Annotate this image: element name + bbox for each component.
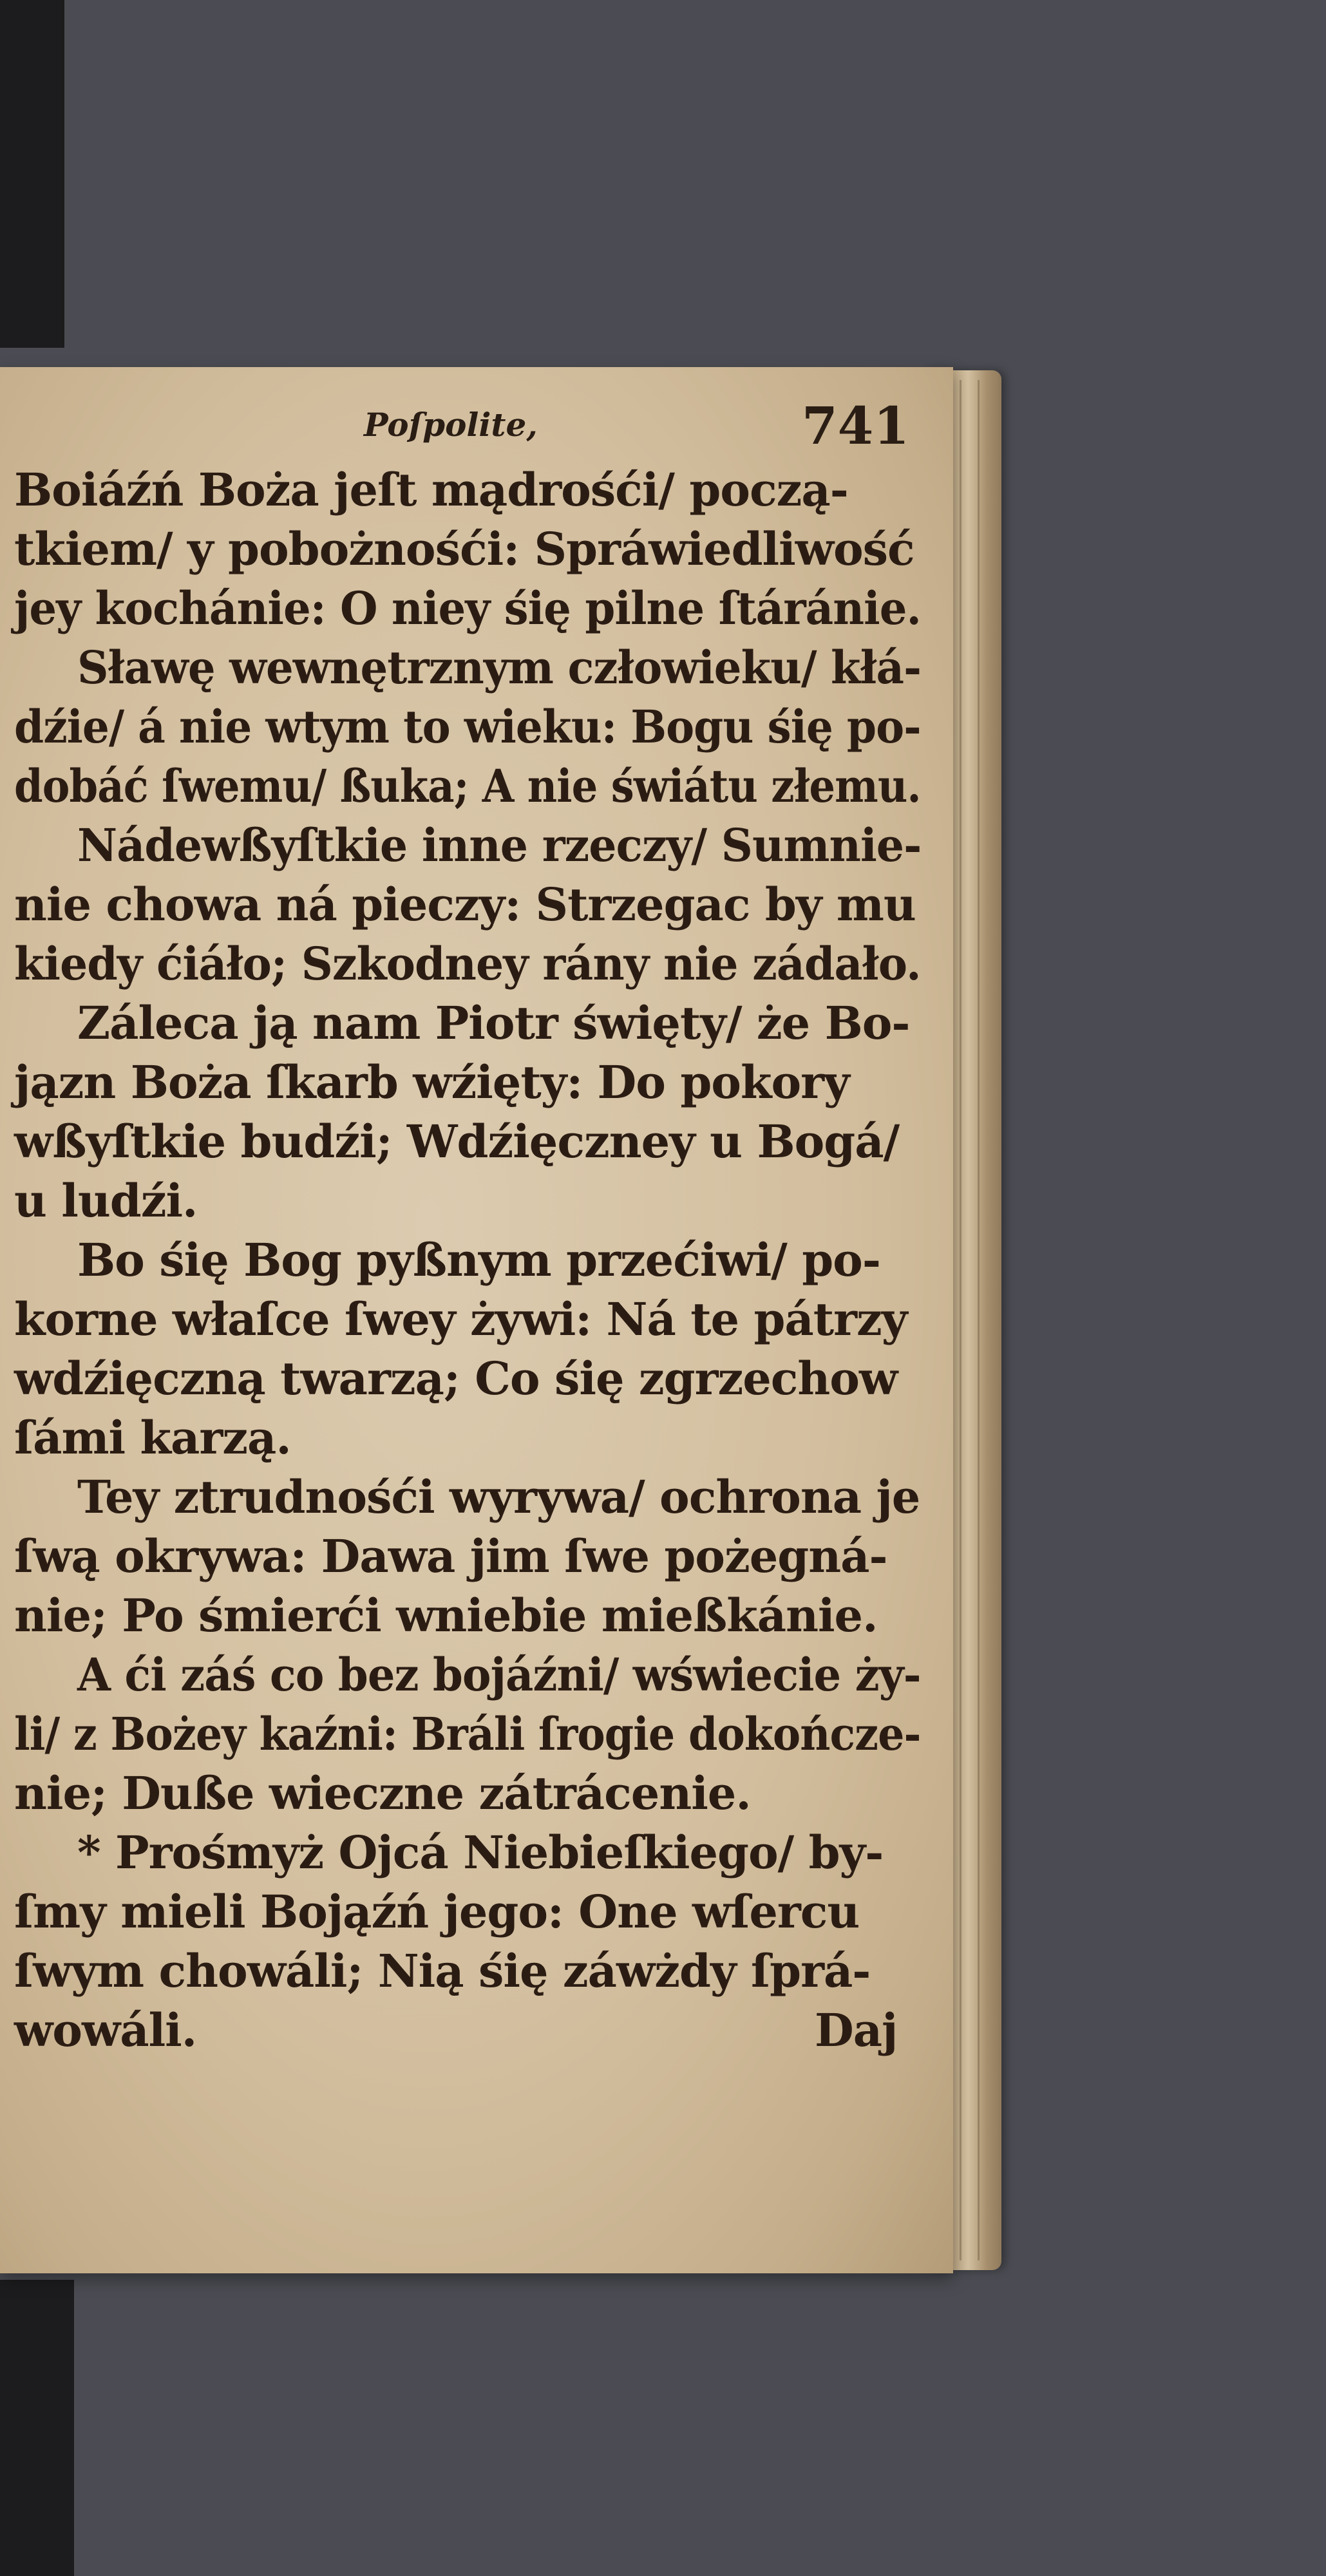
catchword: Daj <box>815 2003 898 2057</box>
binding-shadow-top <box>0 0 64 348</box>
text-line: dobáć ſwemu/ ßuka; A nie świátu złemu. <box>14 759 921 813</box>
text-line: nie; Po śmierći wniebie mießkánie. <box>14 1589 878 1642</box>
page-header <box>0 393 927 464</box>
text-line: A ći záś co bez bojáźni/ wświecie ży- <box>77 1648 921 1701</box>
text-line: wdźięczną twarzą; Co śię zgrzechow <box>14 1352 898 1405</box>
page-edge-line <box>978 380 980 2260</box>
text-line: tkiem/ y pobożnośći: Spráwiedliwość <box>14 522 914 576</box>
text-line: Boiáźń Boża jeſt mądrośći/ począ- <box>14 463 848 516</box>
text-line: dźie/ á nie wtym to wieku: Bogu śię po- <box>14 700 921 753</box>
text-line: u ludźi. <box>14 1174 198 1227</box>
text-line: jey kochánie: O niey śię pilne ſtáránie. <box>14 582 921 635</box>
text-line: Nádewßyſtkie inne rzeczy/ Sumnie- <box>77 819 922 872</box>
text-line: jązn Boża ſkarb wźięty: Do pokory <box>14 1056 849 1109</box>
running-head: Poſpolite, <box>364 406 538 444</box>
text-line: ſwą okrywa: Dawa jim ſwe pożegná- <box>14 1530 887 1583</box>
page-number: 741 <box>802 395 909 456</box>
text-line: korne właſce ſwey żywi: Ná te pátrzy <box>14 1293 907 1346</box>
binding-shadow-bottom <box>0 2280 74 2576</box>
text-line: ſámi karzą. <box>14 1411 291 1464</box>
text-line: kiedy ćiáło; Szkodney rány nie zádało. <box>14 937 921 990</box>
text-line: * Prośmyż Ojcá Niebieſkiego/ by- <box>77 1826 884 1879</box>
text-line: wowáli. <box>14 2003 197 2057</box>
text-line: ſmy mieli Bojąźń jego: One wſercu <box>14 1885 860 1938</box>
text-line: Bo śię Bog pyßnym przećiwi/ po- <box>77 1233 880 1287</box>
text-line: nie; Duße wieczne zátrácenie. <box>14 1766 751 1820</box>
text-line: wßyſtkie budźi; Wdźięczney u Bogá/ <box>14 1115 900 1168</box>
text-line: Tey ztrudnośći wyrywa/ ochrona je <box>77 1470 920 1524</box>
text-line: Sławę wewnętrznym człowieku/ kłá- <box>77 641 922 694</box>
page-edge-line <box>960 380 961 2260</box>
text-line: nie chowa ná pieczy: Strzegac by mu <box>14 878 916 931</box>
text-line: li/ z Bożey kaźni: Bráli ſrogie dokończe- <box>14 1707 921 1761</box>
text-line: ſwym chowáli; Nią śię záwżdy ſprá- <box>14 1944 871 1998</box>
text-line: Záleca ją nam Piotr święty/ że Bo- <box>77 996 910 1050</box>
